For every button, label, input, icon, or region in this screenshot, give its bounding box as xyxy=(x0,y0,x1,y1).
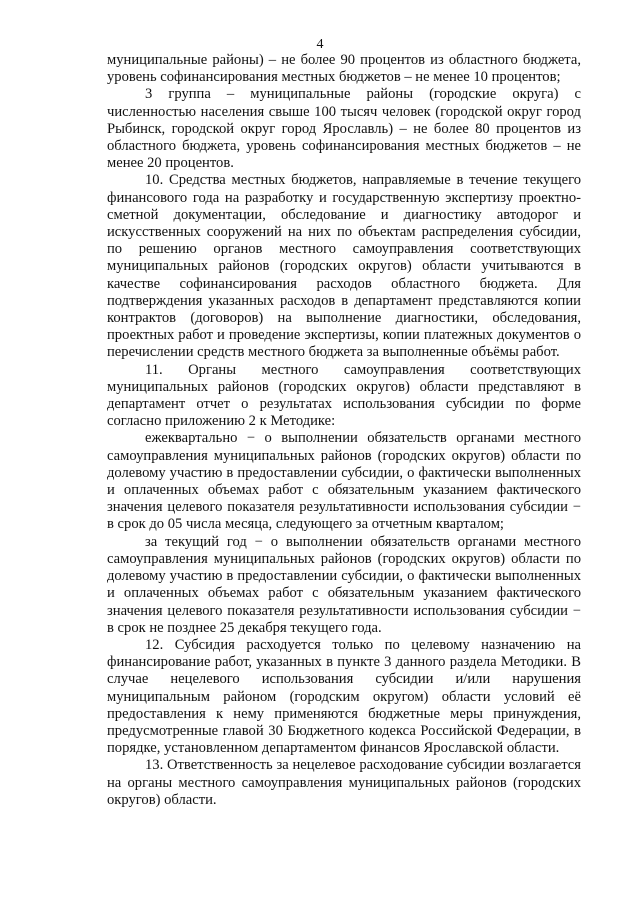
paragraph-item-10: 10. Средства местных бюджетов, направляемые в течение текущего финансового года на разработку и государственную экспертизу проектно-сметной документации, обследование и диагностику автодорог и искусственных сооружений на них по объектам распределения субсидии, по решению органов местного самоуправления соответствующих муниципальных районов (городских округов) области учитываются в качестве софинансирования расходов областного бюджета. Для подтверждения указанных расходов в департамент представляются копии контрактов (договоров) на выполнение диагностики, обследования, проектных работ и проведение экспертизы, копии платежных документов о перечислении средств местного бюджета за выполненные объёмы работ. xyxy=(107,172,581,361)
paragraph-quarterly-report: ежеквартально − о выполнении обязательств органами местного самоуправления муниципальных районов (городских округов) области по долевому участию в предоставлении субсидии, о фактически выполненных и оплаченных объемах работ с обязательным указанием фактического значения целевого показателя результативности использования субсидии − в срок до 05 числа месяца, следующего за отчетным кварталом; xyxy=(107,430,581,533)
paragraph-group-3: 3 группа – муниципальные районы (городские округа) с численностью населения свыше 100 тысяч человек (городской округ город Рыбинск, городской округ город Ярославль) – не более 80 процентов из областного бюджета, уровень софинансирования местных бюджетов – не менее 20 процентов. xyxy=(107,86,581,172)
paragraph-annual-report: за текущий год − о выполнении обязательств органами местного самоуправления муниципальных районов (городских округов) области по долевому участию в предоставлении субсидии, о фактически выполненных и оплаченных объемах работ с обязательным указанием фактического значения целевого показателя результативности использования субсидии − в срок не позднее 25 декабря текущего года. xyxy=(107,533,581,636)
paragraph-continuation: муниципальные районы) – не более 90 процентов из областного бюджета, уровень софинансирования местных бюджетов – не менее 10 процентов; xyxy=(107,52,581,86)
paragraph-item-13: 13. Ответственность за нецелевое расходование субсидии возлагается на органы местного самоуправления муниципальных районов (городских округов) области. xyxy=(107,757,581,808)
page-number: 4 xyxy=(316,37,324,52)
document-body xyxy=(107,52,581,809)
paragraph-item-12: 12. Субсидия расходуется только по целевому назначению на финансирование работ, указанных в пункте 3 данного раздела Методики. В случае нецелевого использования субсидии и/или нарушения муниципальным районом (городским округом) области условий её предоставления к нему применяются бюджетные меры принуждения, предусмотренные главой 30 Бюджетного кодекса Российской Федерации, в порядке, установленном департаментом финансов Ярославской области. xyxy=(107,636,581,757)
paragraph-item-11: 11. Органы местного самоуправления соответствующих муниципальных районов (городских округов) области представляют в департамент отчет о результатах использования субсидии по форме согласно приложению 2 к Методике: xyxy=(107,361,581,430)
